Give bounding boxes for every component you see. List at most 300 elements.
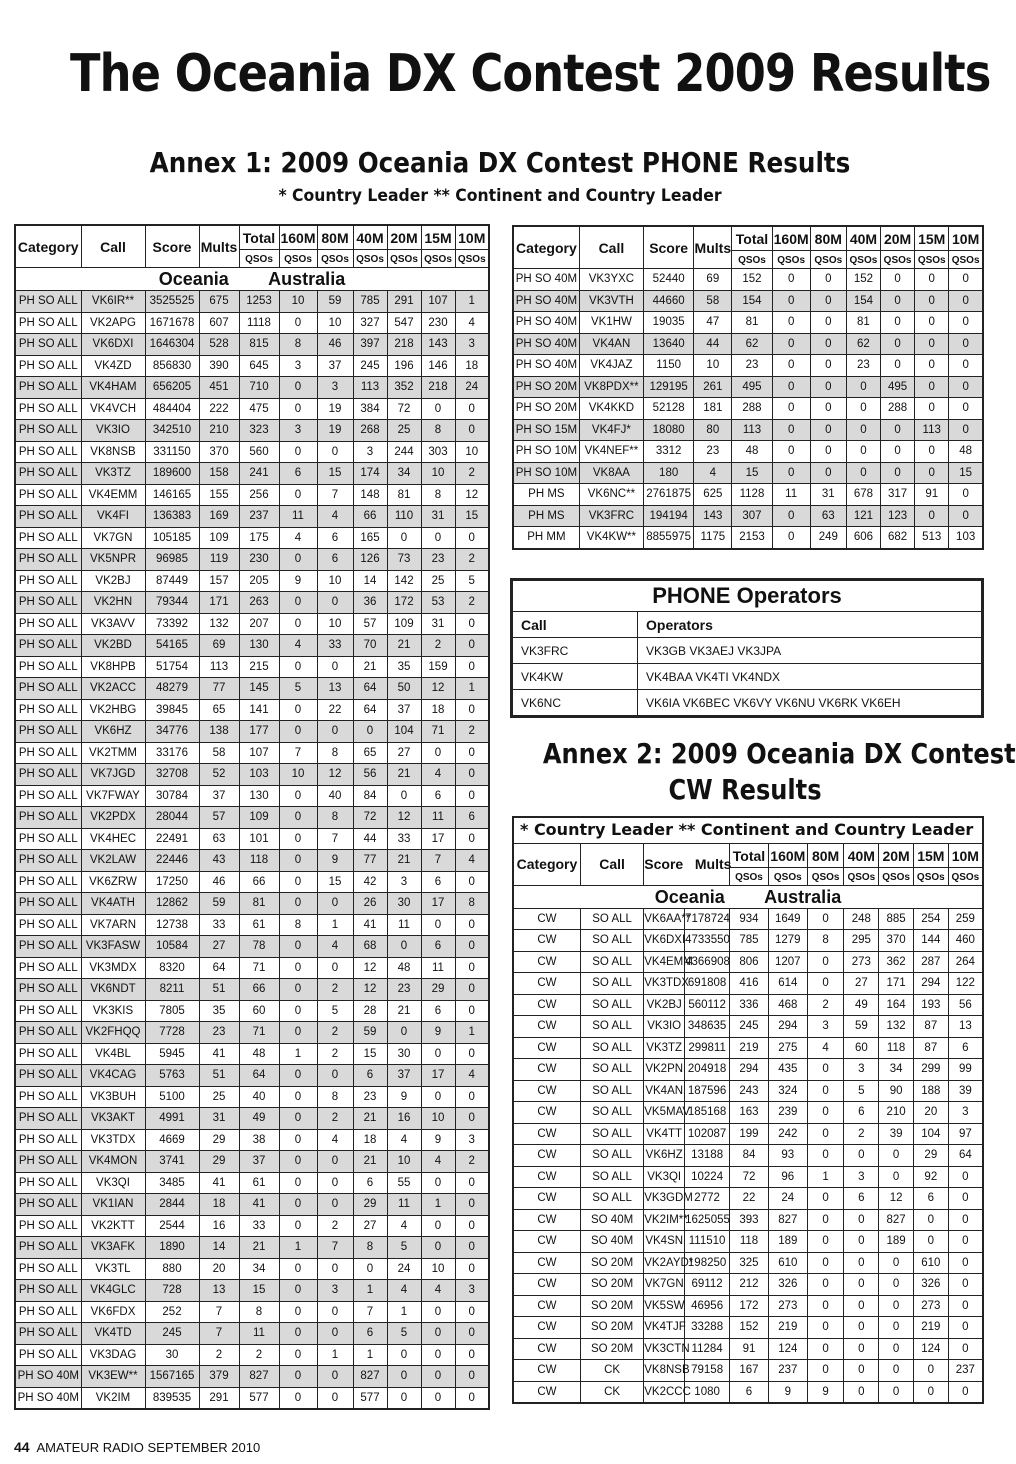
table-cell: 10	[694, 355, 732, 377]
table-cell: 1118	[239, 312, 279, 334]
table-cell: 245	[145, 1323, 199, 1345]
table-cell: 294	[730, 1059, 769, 1081]
table-row	[513, 930, 983, 952]
table-cell: 6	[421, 1000, 455, 1022]
table-cell: 69	[199, 635, 239, 657]
table-cell: 2	[317, 1215, 353, 1237]
table-row	[15, 377, 489, 399]
table-cell: 560112	[685, 994, 730, 1016]
operator-call: VK4KW	[513, 664, 638, 690]
table-cell: CW	[513, 930, 580, 952]
table-cell: CW	[513, 1252, 580, 1274]
table-cell: 51	[199, 1065, 239, 1087]
table-cell: 12	[455, 484, 489, 506]
table-cell: 0	[772, 290, 810, 312]
table-cell: 0	[421, 527, 455, 549]
table-cell: 222	[199, 398, 239, 420]
table-row	[513, 1360, 983, 1382]
table-row	[15, 764, 489, 786]
table-cell: 245	[353, 355, 387, 377]
table-cell: 68	[353, 936, 387, 958]
table-cell: 0	[881, 333, 915, 355]
table-cell: VK4ATH	[81, 893, 145, 915]
table-cell: 331150	[145, 441, 199, 463]
table-cell: 0	[455, 1215, 489, 1237]
table-cell: 9	[317, 850, 353, 872]
table-cell: 451	[199, 377, 239, 399]
table-cell: 0	[881, 462, 915, 484]
table-cell: 0	[455, 527, 489, 549]
table-cell: 362	[879, 951, 914, 973]
table-cell: 0	[279, 656, 317, 678]
table-cell: VK3TDX	[81, 1129, 145, 1151]
table-cell: 0	[279, 1344, 317, 1366]
table-cell: 0	[807, 1360, 844, 1382]
table-cell: PH SO ALL	[15, 979, 81, 1001]
qsos-label: QSOs	[849, 255, 878, 266]
operator-list: VK6IA VK6BEC VK6VY VK6NU VK6RK VK6EH	[638, 690, 982, 716]
table-cell: 288	[881, 398, 915, 420]
table-cell: 0	[421, 1387, 455, 1409]
table-cell: 24	[768, 1188, 807, 1210]
table-cell: 3	[844, 1166, 879, 1188]
table-cell: PH SO ALL	[15, 936, 81, 958]
table-row	[15, 334, 489, 356]
table-cell: 119	[199, 549, 239, 571]
table-cell: 15	[455, 506, 489, 528]
table-cell: 84	[353, 785, 387, 807]
table-cell: 656205	[145, 377, 199, 399]
table-cell: PH SO 40M	[15, 1387, 81, 1409]
table-cell: 27	[353, 1215, 387, 1237]
table-cell: 23	[421, 549, 455, 571]
table-cell: VK2BD	[81, 635, 145, 657]
table-cell: 132	[879, 1016, 914, 1038]
table-cell: 397	[353, 334, 387, 356]
table-cell: 785	[730, 930, 769, 952]
table-cell: 29	[199, 1151, 239, 1173]
table-row	[513, 1317, 983, 1339]
table-cell: 3	[279, 355, 317, 377]
table-cell: VK7JGD	[81, 764, 145, 786]
table-cell: VK8PDX**	[579, 376, 643, 398]
table-cell: 132	[199, 613, 239, 635]
table-row	[15, 527, 489, 549]
table-cell: 65	[199, 699, 239, 721]
table-cell: 0	[915, 505, 949, 527]
table-cell: 6	[455, 807, 489, 829]
table-cell: 0	[807, 1145, 844, 1167]
table-cell: 1	[353, 1280, 387, 1302]
operator-list: VK3GB VK3AEJ VK3JPA	[638, 638, 982, 664]
table-cell: 0	[455, 1000, 489, 1022]
table-cell: 0	[279, 398, 317, 420]
table-row	[15, 678, 489, 700]
table-cell: VK7FWAY	[81, 785, 145, 807]
table-cell: 165	[353, 527, 387, 549]
table-cell: 64	[353, 678, 387, 700]
table-cell: 0	[949, 505, 983, 527]
table-cell: 560	[239, 441, 279, 463]
table-cell: 0	[455, 1108, 489, 1130]
table-cell: 342510	[145, 420, 199, 442]
table-cell: 17	[421, 1065, 455, 1087]
table-cell: 0	[279, 613, 317, 635]
table-cell: 34	[879, 1059, 914, 1081]
table-cell: 51	[199, 979, 239, 1001]
table-cell: 23	[353, 1086, 387, 1108]
table-cell: SO 20M	[580, 1252, 643, 1274]
table-cell: 0	[772, 269, 810, 291]
annex2-title-line1: Annex 2: 2009 Oceania DX Contest	[542, 737, 1016, 770]
table-row	[15, 871, 489, 893]
table-cell: 57	[353, 613, 387, 635]
table-cell: 10	[421, 1108, 455, 1130]
qsos-label: QSOs	[390, 254, 418, 265]
table-cell: VK4ZD	[81, 355, 145, 377]
table-row	[15, 828, 489, 850]
table-row	[15, 291, 489, 313]
table-row	[513, 312, 983, 334]
col-40m: 40M	[844, 843, 879, 867]
table-cell: 122	[948, 973, 983, 995]
table-cell: VK3DAG	[81, 1344, 145, 1366]
col-mults: Mults	[199, 225, 239, 268]
table-cell: 126	[353, 549, 387, 571]
table-cell: 273	[768, 1295, 807, 1317]
table-cell: 0	[772, 398, 810, 420]
table-cell: 55	[387, 1172, 421, 1194]
table-cell: 230	[239, 549, 279, 571]
table-cell: 0	[279, 936, 317, 958]
table-cell: 2	[199, 1344, 239, 1366]
table-cell: PH SO 10M	[513, 441, 579, 463]
table-cell: 0	[279, 1258, 317, 1280]
table-cell: 1207	[768, 951, 807, 973]
qsos-label: QSOs	[811, 871, 840, 883]
table-cell: 0	[881, 269, 915, 291]
table-cell: 0	[949, 269, 983, 291]
table-cell: 0	[810, 441, 846, 463]
table-cell: 0	[772, 505, 810, 527]
table-cell: 6	[279, 463, 317, 485]
table-cell: 0	[846, 462, 880, 484]
col-15m: 15M	[421, 225, 455, 250]
table-cell: 29	[421, 979, 455, 1001]
table-cell: 0	[807, 1059, 844, 1081]
table-cell: 390	[199, 355, 239, 377]
table-cell: 9	[421, 1022, 455, 1044]
qsos-label: QSOs	[356, 254, 384, 265]
table-cell: PH SO ALL	[15, 1258, 81, 1280]
table-cell: PH SO ALL	[15, 871, 81, 893]
table-cell: VK3IO	[644, 1016, 685, 1038]
table-cell: 52128	[644, 398, 694, 420]
table-cell: 934	[730, 908, 769, 930]
table-cell: 12	[879, 1188, 914, 1210]
table-cell: 0	[879, 1360, 914, 1382]
table-cell: 237	[768, 1360, 807, 1382]
table-cell: 31	[810, 484, 846, 506]
table-cell: 10224	[685, 1166, 730, 1188]
qsos-label: QSOs	[882, 871, 910, 883]
table-cell: 856830	[145, 355, 199, 377]
table-cell: VK3TZ	[81, 463, 145, 485]
qsos-label: QSOs	[284, 254, 312, 265]
table-cell: 370	[199, 441, 239, 463]
table-cell: 513	[915, 527, 949, 549]
table-cell: VK2AYD*	[644, 1252, 685, 1274]
table-cell: 15	[353, 1043, 387, 1065]
table-cell: 0	[772, 376, 810, 398]
table-cell: 33	[317, 635, 353, 657]
table-cell: PH SO ALL	[15, 1129, 81, 1151]
table-row	[15, 721, 489, 743]
table-cell: 23	[199, 1022, 239, 1044]
table-cell: 0	[455, 957, 489, 979]
table-cell: VK3IO	[81, 420, 145, 442]
table-cell: 6	[421, 936, 455, 958]
table-cell: 38	[239, 1129, 279, 1151]
table-cell: 207	[239, 613, 279, 635]
table-cell: VK2BJ	[81, 570, 145, 592]
table-cell: PH SO ALL	[15, 1043, 81, 1065]
table-cell: 1	[421, 1194, 455, 1216]
table-row	[15, 1065, 489, 1087]
table-cell: 13	[948, 1016, 983, 1038]
table-cell: 8320	[145, 957, 199, 979]
table-cell: 6	[317, 527, 353, 549]
table-cell: 0	[387, 1366, 421, 1388]
table-cell: 152	[846, 269, 880, 291]
table-cell: 0	[455, 828, 489, 850]
table-cell: 1253	[239, 291, 279, 313]
table-cell: 81	[239, 893, 279, 915]
table-cell: 261	[694, 376, 732, 398]
table-cell: 90	[879, 1080, 914, 1102]
table-cell: 11	[421, 957, 455, 979]
table-cell: 219	[913, 1317, 948, 1339]
table-cell: 28	[353, 1000, 387, 1022]
table-cell: VK4FJ*	[579, 419, 643, 441]
table-row	[513, 484, 983, 506]
table-cell: 23	[846, 355, 880, 377]
table-cell: 0	[844, 1317, 879, 1339]
table-cell: 22	[317, 699, 353, 721]
table-cell: 3	[387, 871, 421, 893]
table-cell: 0	[807, 1080, 844, 1102]
table-cell: 32708	[145, 764, 199, 786]
table-cell: CW	[513, 1016, 580, 1038]
table-cell: 5763	[145, 1065, 199, 1087]
table-cell: 31	[199, 1108, 239, 1130]
table-cell: 0	[279, 377, 317, 399]
table-row	[15, 484, 489, 506]
table-cell: 0	[455, 1366, 489, 1388]
table-cell: 0	[455, 914, 489, 936]
table-cell: 19	[317, 420, 353, 442]
table-cell: 710	[239, 377, 279, 399]
table-cell: 299	[913, 1059, 948, 1081]
col-score	[644, 843, 730, 885]
table-cell: 0	[807, 1231, 844, 1253]
table-cell: 167	[730, 1360, 769, 1382]
table-row	[15, 656, 489, 678]
table-row	[513, 269, 983, 291]
table-cell: 52440	[644, 269, 694, 291]
table-cell: 0	[844, 1381, 879, 1403]
table-cell: PH SO ALL	[15, 721, 81, 743]
table-cell: VK4TT	[644, 1123, 685, 1145]
table-cell: CW	[513, 1231, 580, 1253]
table-cell: 30	[387, 1043, 421, 1065]
col-10m: 10M	[948, 843, 983, 867]
table-cell: 0	[810, 333, 846, 355]
table-cell: 6	[844, 1188, 879, 1210]
table-cell: 324	[768, 1080, 807, 1102]
table-cell: PH SO ALL	[15, 635, 81, 657]
table-cell: 3	[317, 377, 353, 399]
table-cell: VK3TL	[81, 1258, 145, 1280]
table-cell: VK3QI	[81, 1172, 145, 1194]
col-160m: 160M	[768, 843, 807, 867]
table-cell: 36	[353, 592, 387, 614]
table-cell: PH SO ALL	[15, 742, 81, 764]
table-cell: 885	[879, 908, 914, 930]
table-cell: 2	[455, 1151, 489, 1173]
table-cell: 21	[353, 1108, 387, 1130]
table-cell: 336	[730, 994, 769, 1016]
section-header	[15, 268, 489, 291]
table-cell: 0	[772, 462, 810, 484]
table-cell: 0	[279, 1000, 317, 1022]
table-cell: 0	[455, 1323, 489, 1345]
table-cell: 237	[948, 1360, 983, 1382]
table-cell: 4	[455, 1065, 489, 1087]
table-cell: 130	[239, 635, 279, 657]
table-cell: 19035	[644, 312, 694, 334]
table-cell: PH SO 40M	[513, 269, 579, 291]
col-total: Total	[730, 843, 769, 867]
table-cell: 0	[879, 1166, 914, 1188]
table-cell: 0	[915, 290, 949, 312]
table-cell: 97	[948, 1123, 983, 1145]
table-row	[513, 376, 983, 398]
table-cell: 61	[239, 914, 279, 936]
table-cell: PH SO ALL	[15, 1172, 81, 1194]
section-header	[513, 885, 983, 908]
qsos-label: QSOs	[847, 871, 876, 883]
table-cell: 370	[879, 930, 914, 952]
table-cell: 118	[879, 1037, 914, 1059]
table-cell: 48	[239, 1043, 279, 1065]
table-cell: 259	[948, 908, 983, 930]
table-cell: 0	[879, 1317, 914, 1339]
table-cell: 1150	[644, 355, 694, 377]
table-cell: PH SO ALL	[15, 678, 81, 700]
table-cell: PH SO ALL	[15, 420, 81, 442]
table-cell: 0	[810, 376, 846, 398]
table-cell: 2544	[145, 1215, 199, 1237]
table-cell: 169	[199, 506, 239, 528]
table-cell: 606	[846, 527, 880, 549]
table-cell: 0	[279, 721, 317, 743]
table-cell: VK6IR**	[81, 291, 145, 313]
table-cell: 0	[879, 1295, 914, 1317]
table-cell: 1	[387, 1301, 421, 1323]
table-cell: 0	[844, 1252, 879, 1274]
table-cell: CW	[513, 1037, 580, 1059]
table-cell: 495	[732, 376, 772, 398]
table-cell: 0	[279, 1301, 317, 1323]
table-cell: 210	[879, 1102, 914, 1124]
table-cell: VK8NSB	[644, 1360, 685, 1382]
region-label: Oceania	[654, 886, 725, 907]
table-cell: PH SO ALL	[15, 377, 81, 399]
table-cell: PH SO ALL	[15, 506, 81, 528]
table-cell: SO ALL	[580, 930, 643, 952]
table-cell: 142	[387, 570, 421, 592]
table-cell: 64	[239, 1065, 279, 1087]
table-cell: 0	[279, 1129, 317, 1151]
table-cell: 49	[844, 994, 879, 1016]
table-cell: 237	[239, 506, 279, 528]
table-cell: 5945	[145, 1043, 199, 1065]
table-cell: PH SO ALL	[15, 1022, 81, 1044]
table-cell: CW	[513, 951, 580, 973]
table-cell: 44	[353, 828, 387, 850]
table-cell: 326	[913, 1274, 948, 1296]
table-row	[15, 1000, 489, 1022]
table-cell: VK4KW**	[579, 527, 643, 549]
table-cell: 6	[353, 1323, 387, 1345]
table-cell: 728	[145, 1280, 199, 1302]
table-cell: 0	[455, 699, 489, 721]
table-cell: 111510	[685, 1231, 730, 1253]
table-cell: 215	[239, 656, 279, 678]
table-cell: 6	[317, 549, 353, 571]
table-cell: 37	[239, 1151, 279, 1173]
table-row	[15, 893, 489, 915]
table-cell: 10	[421, 463, 455, 485]
table-cell: 1625055	[685, 1209, 730, 1231]
table-row	[15, 1215, 489, 1237]
table-cell: 0	[807, 1317, 844, 1339]
table-cell: 785	[353, 291, 387, 313]
table-row	[513, 1295, 983, 1317]
table-cell: 12	[353, 957, 387, 979]
table-cell: VK4MON	[81, 1151, 145, 1173]
table-row	[15, 742, 489, 764]
table-cell: 5	[455, 570, 489, 592]
table-cell: 205	[239, 570, 279, 592]
table-cell: 0	[421, 1344, 455, 1366]
table-row	[513, 908, 983, 930]
table-cell: PH SO ALL	[15, 613, 81, 635]
table-cell: 96985	[145, 549, 199, 571]
table-cell: 0	[807, 908, 844, 930]
table-cell: VK6DXI	[81, 334, 145, 356]
table-cell: 10	[317, 312, 353, 334]
table-cell: 171	[879, 973, 914, 995]
table-cell: 0	[455, 613, 489, 635]
table-cell: 40	[239, 1086, 279, 1108]
table-cell: 1646304	[145, 334, 199, 356]
table-cell: PH SO ALL	[15, 1151, 81, 1173]
table-cell: 815	[239, 334, 279, 356]
table-cell: 48	[732, 441, 772, 463]
cw-legend: * Country Leader ** Continent and Country Leader	[513, 817, 983, 843]
